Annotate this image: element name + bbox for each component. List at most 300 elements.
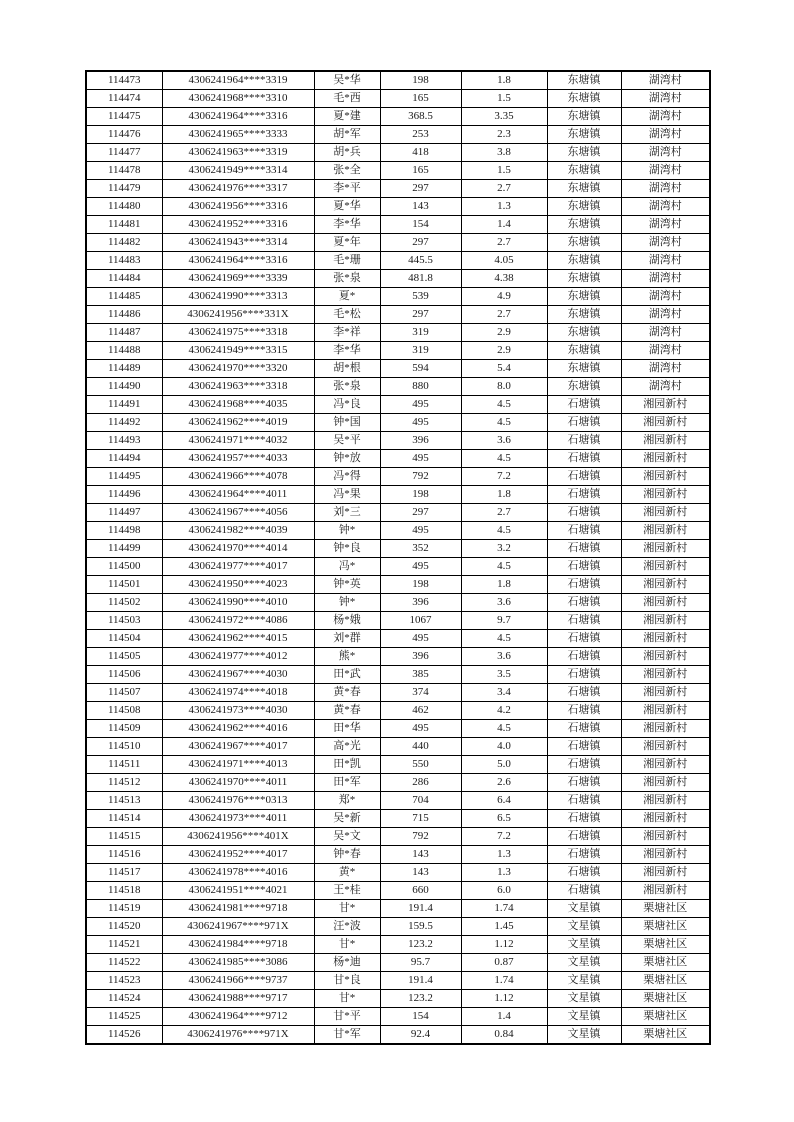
cell-secondary-amount: 3.5 [461, 666, 547, 684]
cell-town: 石塘镇 [547, 846, 621, 864]
cell-secondary-amount: 4.05 [461, 252, 547, 270]
cell-village: 湖湾村 [621, 252, 710, 270]
cell-masked-id-number: 4306241981****9718 [162, 900, 314, 918]
cell-village: 湘园新村 [621, 630, 710, 648]
cell-secondary-amount: 1.12 [461, 936, 547, 954]
cell-person-name: 毛*珊 [314, 252, 380, 270]
cell-secondary-amount: 1.5 [461, 162, 547, 180]
cell-secondary-amount: 3.6 [461, 432, 547, 450]
table-row [86, 738, 710, 756]
cell-masked-id-number: 4306241956****401X [162, 828, 314, 846]
cell-amount: 440 [380, 738, 461, 756]
cell-town: 石塘镇 [547, 774, 621, 792]
cell-amount: 660 [380, 882, 461, 900]
cell-town: 东塘镇 [547, 270, 621, 288]
table-row [86, 990, 710, 1008]
cell-amount: 159.5 [380, 918, 461, 936]
cell-sequence-number: 114480 [86, 198, 162, 216]
cell-sequence-number: 114511 [86, 756, 162, 774]
cell-village: 湘园新村 [621, 774, 710, 792]
cell-town: 石塘镇 [547, 396, 621, 414]
cell-town: 文星镇 [547, 1008, 621, 1026]
table-row [86, 882, 710, 900]
cell-sequence-number: 114507 [86, 684, 162, 702]
cell-amount: 880 [380, 378, 461, 396]
cell-town: 石塘镇 [547, 432, 621, 450]
cell-masked-id-number: 4306241970****4011 [162, 774, 314, 792]
cell-sequence-number: 114518 [86, 882, 162, 900]
cell-sequence-number: 114508 [86, 702, 162, 720]
cell-person-name: 甘*平 [314, 1008, 380, 1026]
table-row [86, 756, 710, 774]
cell-village: 湖湾村 [621, 288, 710, 306]
cell-person-name: 田*华 [314, 720, 380, 738]
cell-amount: 198 [380, 486, 461, 504]
cell-person-name: 吴*平 [314, 432, 380, 450]
cell-secondary-amount: 1.3 [461, 198, 547, 216]
cell-secondary-amount: 4.38 [461, 270, 547, 288]
cell-person-name: 甘* [314, 900, 380, 918]
cell-secondary-amount: 6.0 [461, 882, 547, 900]
cell-town: 石塘镇 [547, 540, 621, 558]
cell-amount: 286 [380, 774, 461, 792]
cell-sequence-number: 114475 [86, 108, 162, 126]
cell-secondary-amount: 3.6 [461, 648, 547, 666]
cell-village: 湖湾村 [621, 180, 710, 198]
cell-sequence-number: 114502 [86, 594, 162, 612]
cell-village: 湖湾村 [621, 90, 710, 108]
cell-secondary-amount: 6.4 [461, 792, 547, 810]
cell-person-name: 夏* [314, 288, 380, 306]
cell-amount: 792 [380, 468, 461, 486]
cell-secondary-amount: 4.5 [461, 720, 547, 738]
cell-village: 栗塘社区 [621, 1008, 710, 1026]
cell-person-name: 钟* [314, 594, 380, 612]
cell-town: 石塘镇 [547, 684, 621, 702]
cell-sequence-number: 114517 [86, 864, 162, 882]
cell-secondary-amount: 7.2 [461, 828, 547, 846]
cell-amount: 495 [380, 414, 461, 432]
cell-sequence-number: 114489 [86, 360, 162, 378]
cell-secondary-amount: 1.45 [461, 918, 547, 936]
cell-sequence-number: 114512 [86, 774, 162, 792]
cell-secondary-amount: 3.6 [461, 594, 547, 612]
cell-masked-id-number: 4306241974****4018 [162, 684, 314, 702]
cell-secondary-amount: 4.0 [461, 738, 547, 756]
cell-town: 东塘镇 [547, 90, 621, 108]
cell-person-name: 吴*文 [314, 828, 380, 846]
cell-masked-id-number: 4306241977****4017 [162, 558, 314, 576]
cell-masked-id-number: 4306241967****4030 [162, 666, 314, 684]
table-row [86, 450, 710, 468]
cell-person-name: 钟*春 [314, 846, 380, 864]
cell-masked-id-number: 4306241976****0313 [162, 792, 314, 810]
cell-village: 湘园新村 [621, 540, 710, 558]
cell-masked-id-number: 4306241964****4011 [162, 486, 314, 504]
cell-person-name: 杨*娥 [314, 612, 380, 630]
cell-amount: 368.5 [380, 108, 461, 126]
cell-amount: 418 [380, 144, 461, 162]
cell-village: 湖湾村 [621, 360, 710, 378]
cell-person-name: 李*华 [314, 342, 380, 360]
cell-village: 湖湾村 [621, 162, 710, 180]
cell-village: 湘园新村 [621, 558, 710, 576]
cell-masked-id-number: 4306241971****4013 [162, 756, 314, 774]
cell-sequence-number: 114496 [86, 486, 162, 504]
cell-secondary-amount: 1.8 [461, 71, 547, 90]
cell-sequence-number: 114504 [86, 630, 162, 648]
cell-secondary-amount: 3.4 [461, 684, 547, 702]
cell-person-name: 汪*波 [314, 918, 380, 936]
cell-village: 湘园新村 [621, 720, 710, 738]
cell-village: 湘园新村 [621, 828, 710, 846]
cell-amount: 1067 [380, 612, 461, 630]
cell-town: 文星镇 [547, 954, 621, 972]
cell-person-name: 黄* [314, 864, 380, 882]
cell-secondary-amount: 1.74 [461, 900, 547, 918]
table-row [86, 972, 710, 990]
cell-village: 湖湾村 [621, 108, 710, 126]
cell-secondary-amount: 3.8 [461, 144, 547, 162]
cell-village: 栗塘社区 [621, 1026, 710, 1045]
cell-person-name: 李*华 [314, 216, 380, 234]
cell-sequence-number: 114522 [86, 954, 162, 972]
cell-person-name: 田*军 [314, 774, 380, 792]
cell-person-name: 甘* [314, 936, 380, 954]
table-row [86, 720, 710, 738]
cell-secondary-amount: 4.9 [461, 288, 547, 306]
cell-town: 石塘镇 [547, 720, 621, 738]
table-row [86, 71, 710, 90]
cell-amount: 715 [380, 810, 461, 828]
cell-person-name: 吴*华 [314, 71, 380, 90]
cell-village: 湘园新村 [621, 504, 710, 522]
cell-person-name: 张*泉 [314, 378, 380, 396]
table-row [86, 666, 710, 684]
cell-village: 湘园新村 [621, 882, 710, 900]
cell-sequence-number: 114520 [86, 918, 162, 936]
cell-amount: 396 [380, 594, 461, 612]
cell-masked-id-number: 4306241990****4010 [162, 594, 314, 612]
cell-person-name: 冯*得 [314, 468, 380, 486]
cell-person-name: 田*武 [314, 666, 380, 684]
cell-sequence-number: 114515 [86, 828, 162, 846]
cell-masked-id-number: 4306241968****4035 [162, 396, 314, 414]
table-row [86, 846, 710, 864]
cell-village: 湘园新村 [621, 864, 710, 882]
cell-person-name: 李*平 [314, 180, 380, 198]
cell-town: 石塘镇 [547, 468, 621, 486]
cell-sequence-number: 114509 [86, 720, 162, 738]
cell-town: 东塘镇 [547, 126, 621, 144]
cell-village: 湘园新村 [621, 450, 710, 468]
table-row [86, 864, 710, 882]
cell-secondary-amount: 2.7 [461, 180, 547, 198]
table-row [86, 558, 710, 576]
cell-village: 湘园新村 [621, 468, 710, 486]
table-row [86, 252, 710, 270]
cell-secondary-amount: 1.5 [461, 90, 547, 108]
cell-amount: 123.2 [380, 990, 461, 1008]
cell-person-name: 高*光 [314, 738, 380, 756]
cell-amount: 319 [380, 324, 461, 342]
cell-masked-id-number: 4306241964****3319 [162, 71, 314, 90]
table-row [86, 324, 710, 342]
cell-town: 石塘镇 [547, 738, 621, 756]
cell-town: 文星镇 [547, 990, 621, 1008]
table-row [86, 108, 710, 126]
cell-secondary-amount: 4.5 [461, 522, 547, 540]
cell-secondary-amount: 4.5 [461, 396, 547, 414]
cell-person-name: 钟*英 [314, 576, 380, 594]
cell-person-name: 田*凯 [314, 756, 380, 774]
cell-sequence-number: 114479 [86, 180, 162, 198]
cell-masked-id-number: 4306241970****4014 [162, 540, 314, 558]
table-row [86, 468, 710, 486]
cell-secondary-amount: 1.3 [461, 864, 547, 882]
table-row [86, 648, 710, 666]
cell-masked-id-number: 4306241990****3313 [162, 288, 314, 306]
table-row [86, 414, 710, 432]
cell-town: 东塘镇 [547, 324, 621, 342]
cell-masked-id-number: 4306241962****4019 [162, 414, 314, 432]
cell-sequence-number: 114505 [86, 648, 162, 666]
cell-masked-id-number: 4306241949****3315 [162, 342, 314, 360]
cell-town: 石塘镇 [547, 882, 621, 900]
cell-town: 石塘镇 [547, 810, 621, 828]
cell-secondary-amount: 2.7 [461, 306, 547, 324]
cell-person-name: 张*泉 [314, 270, 380, 288]
table-body [86, 71, 710, 1044]
cell-sequence-number: 114474 [86, 90, 162, 108]
cell-town: 东塘镇 [547, 306, 621, 324]
table-row [86, 126, 710, 144]
cell-person-name: 夏*华 [314, 198, 380, 216]
table-row [86, 306, 710, 324]
cell-town: 东塘镇 [547, 288, 621, 306]
cell-masked-id-number: 4306241964****3316 [162, 108, 314, 126]
cell-sequence-number: 114513 [86, 792, 162, 810]
cell-person-name: 刘*群 [314, 630, 380, 648]
cell-person-name: 李*祥 [314, 324, 380, 342]
cell-masked-id-number: 4306241965****3333 [162, 126, 314, 144]
cell-town: 石塘镇 [547, 864, 621, 882]
table-row [86, 1026, 710, 1045]
cell-person-name: 毛*松 [314, 306, 380, 324]
cell-masked-id-number: 4306241962****4016 [162, 720, 314, 738]
cell-town: 东塘镇 [547, 162, 621, 180]
table-row [86, 198, 710, 216]
cell-amount: 495 [380, 396, 461, 414]
cell-person-name: 杨*迪 [314, 954, 380, 972]
cell-town: 石塘镇 [547, 594, 621, 612]
cell-village: 湘园新村 [621, 738, 710, 756]
cell-masked-id-number: 4306241976****3317 [162, 180, 314, 198]
cell-town: 东塘镇 [547, 198, 621, 216]
table-row [86, 630, 710, 648]
cell-village: 湖湾村 [621, 71, 710, 90]
cell-secondary-amount: 5.4 [461, 360, 547, 378]
cell-masked-id-number: 4306241950****4023 [162, 576, 314, 594]
cell-secondary-amount: 8.0 [461, 378, 547, 396]
cell-village: 栗塘社区 [621, 918, 710, 936]
cell-town: 东塘镇 [547, 360, 621, 378]
cell-village: 湘园新村 [621, 810, 710, 828]
cell-person-name: 胡*军 [314, 126, 380, 144]
cell-amount: 462 [380, 702, 461, 720]
cell-village: 湖湾村 [621, 126, 710, 144]
cell-amount: 385 [380, 666, 461, 684]
cell-person-name: 甘*军 [314, 1026, 380, 1045]
cell-town: 东塘镇 [547, 108, 621, 126]
cell-masked-id-number: 4306241956****3316 [162, 198, 314, 216]
cell-sequence-number: 114495 [86, 468, 162, 486]
table-row [86, 432, 710, 450]
cell-person-name: 夏*建 [314, 108, 380, 126]
cell-secondary-amount: 2.3 [461, 126, 547, 144]
cell-village: 湘园新村 [621, 576, 710, 594]
cell-person-name: 甘* [314, 990, 380, 1008]
cell-sequence-number: 114525 [86, 1008, 162, 1026]
table-row [86, 288, 710, 306]
cell-amount: 165 [380, 162, 461, 180]
cell-sequence-number: 114500 [86, 558, 162, 576]
cell-masked-id-number: 4306241964****3316 [162, 252, 314, 270]
table-row [86, 270, 710, 288]
cell-town: 石塘镇 [547, 450, 621, 468]
cell-amount: 495 [380, 630, 461, 648]
cell-secondary-amount: 1.4 [461, 216, 547, 234]
cell-masked-id-number: 4306241963****3318 [162, 378, 314, 396]
cell-amount: 374 [380, 684, 461, 702]
cell-sequence-number: 114524 [86, 990, 162, 1008]
cell-sequence-number: 114503 [86, 612, 162, 630]
cell-person-name: 郑* [314, 792, 380, 810]
cell-village: 湘园新村 [621, 702, 710, 720]
cell-secondary-amount: 4.5 [461, 558, 547, 576]
cell-masked-id-number: 4306241982****4039 [162, 522, 314, 540]
cell-masked-id-number: 4306241962****4015 [162, 630, 314, 648]
cell-masked-id-number: 4306241978****4016 [162, 864, 314, 882]
table-row [86, 360, 710, 378]
cell-town: 石塘镇 [547, 666, 621, 684]
cell-town: 石塘镇 [547, 414, 621, 432]
cell-secondary-amount: 1.8 [461, 576, 547, 594]
cell-amount: 704 [380, 792, 461, 810]
cell-person-name: 钟*国 [314, 414, 380, 432]
table-row [86, 576, 710, 594]
cell-masked-id-number: 4306241963****3319 [162, 144, 314, 162]
cell-sequence-number: 114483 [86, 252, 162, 270]
cell-masked-id-number: 4306241973****4011 [162, 810, 314, 828]
cell-town: 文星镇 [547, 900, 621, 918]
cell-sequence-number: 114473 [86, 71, 162, 90]
cell-sequence-number: 114484 [86, 270, 162, 288]
table-row [86, 1008, 710, 1026]
cell-amount: 396 [380, 648, 461, 666]
cell-masked-id-number: 4306241957****4033 [162, 450, 314, 468]
cell-masked-id-number: 4306241967****4017 [162, 738, 314, 756]
table-row [86, 234, 710, 252]
cell-masked-id-number: 4306241976****971X [162, 1026, 314, 1045]
cell-village: 湖湾村 [621, 216, 710, 234]
cell-town: 石塘镇 [547, 612, 621, 630]
cell-town: 石塘镇 [547, 486, 621, 504]
cell-secondary-amount: 4.5 [461, 414, 547, 432]
table-row [86, 162, 710, 180]
cell-person-name: 夏*年 [314, 234, 380, 252]
cell-town: 石塘镇 [547, 828, 621, 846]
cell-masked-id-number: 4306241984****9718 [162, 936, 314, 954]
cell-amount: 539 [380, 288, 461, 306]
cell-sequence-number: 114498 [86, 522, 162, 540]
cell-masked-id-number: 4306241964****9712 [162, 1008, 314, 1026]
table-row [86, 540, 710, 558]
cell-masked-id-number: 4306241952****4017 [162, 846, 314, 864]
cell-person-name: 黄*春 [314, 684, 380, 702]
cell-town: 东塘镇 [547, 342, 621, 360]
cell-masked-id-number: 4306241952****3316 [162, 216, 314, 234]
cell-town: 东塘镇 [547, 216, 621, 234]
table-row [86, 792, 710, 810]
cell-village: 湘园新村 [621, 792, 710, 810]
cell-secondary-amount: 9.7 [461, 612, 547, 630]
cell-sequence-number: 114486 [86, 306, 162, 324]
cell-village: 栗塘社区 [621, 972, 710, 990]
cell-secondary-amount: 2.7 [461, 504, 547, 522]
table-row [86, 342, 710, 360]
cell-sequence-number: 114523 [86, 972, 162, 990]
cell-masked-id-number: 4306241966****9737 [162, 972, 314, 990]
table-row [86, 216, 710, 234]
cell-town: 文星镇 [547, 1026, 621, 1045]
cell-secondary-amount: 1.8 [461, 486, 547, 504]
cell-sequence-number: 114499 [86, 540, 162, 558]
cell-masked-id-number: 4306241949****3314 [162, 162, 314, 180]
table-row [86, 90, 710, 108]
cell-masked-id-number: 4306241966****4078 [162, 468, 314, 486]
cell-sequence-number: 114492 [86, 414, 162, 432]
cell-town: 文星镇 [547, 918, 621, 936]
cell-masked-id-number: 4306241977****4012 [162, 648, 314, 666]
cell-town: 石塘镇 [547, 558, 621, 576]
cell-amount: 495 [380, 558, 461, 576]
cell-amount: 154 [380, 216, 461, 234]
cell-amount: 143 [380, 846, 461, 864]
cell-village: 栗塘社区 [621, 990, 710, 1008]
cell-person-name: 冯* [314, 558, 380, 576]
cell-village: 湘园新村 [621, 648, 710, 666]
cell-village: 湖湾村 [621, 144, 710, 162]
cell-masked-id-number: 4306241968****3310 [162, 90, 314, 108]
table-row [86, 954, 710, 972]
cell-person-name: 冯*良 [314, 396, 380, 414]
cell-town: 石塘镇 [547, 756, 621, 774]
cell-person-name: 刘*三 [314, 504, 380, 522]
cell-person-name: 冯*果 [314, 486, 380, 504]
cell-secondary-amount: 4.2 [461, 702, 547, 720]
cell-village: 栗塘社区 [621, 954, 710, 972]
cell-secondary-amount: 0.87 [461, 954, 547, 972]
cell-secondary-amount: 2.9 [461, 342, 547, 360]
cell-secondary-amount: 5.0 [461, 756, 547, 774]
table-row [86, 828, 710, 846]
cell-sequence-number: 114510 [86, 738, 162, 756]
cell-sequence-number: 114488 [86, 342, 162, 360]
cell-village: 湘园新村 [621, 396, 710, 414]
cell-amount: 191.4 [380, 972, 461, 990]
cell-masked-id-number: 4306241951****4021 [162, 882, 314, 900]
